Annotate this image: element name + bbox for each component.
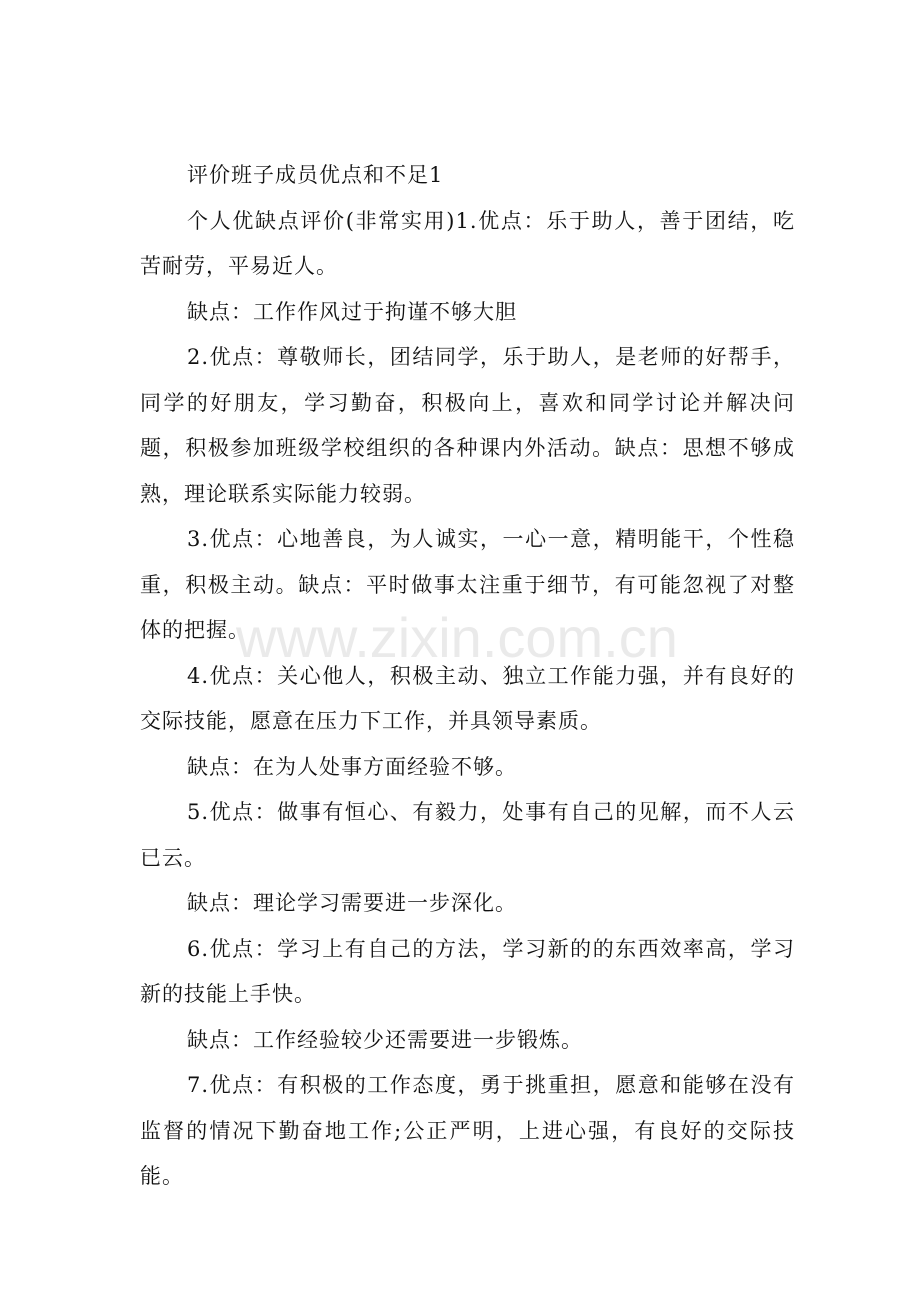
paragraph-10: 缺点：工作经验较少还需要进一步锻炼。	[187, 1027, 583, 1052]
paragraph-9: 6.优点：学习上有自己的方法，学习新的的东西效率高，学习新的技能上手快。	[140, 936, 795, 1006]
paragraph-2: 缺点：工作作风过于拘谨不够大胆	[187, 299, 517, 324]
paragraph-11: 7.优点：有积极的工作态度，勇于挑重担，愿意和能够在没有监督的情况下勤奋地工作;公正严明，上进心强，有良好的交际技能。	[140, 1073, 795, 1188]
paragraph-5: 4.优点：关心他人，积极主动、独立工作能力强，并有良好的交际技能，愿意在压力下工作，并具领导素质。	[140, 663, 795, 733]
document-title: 评价班子成员优点和不足1	[187, 163, 444, 187]
paragraph-8: 缺点：理论学习需要进一步深化。	[187, 891, 517, 915]
paragraph-1: 个人优缺点评价(非常实用)1.优点：乐于助人，善于团结，吃苦耐劳，平易近人。	[140, 208, 795, 278]
watermark-text: www.zixin.com.cn	[236, 606, 678, 669]
document-body	[140, 153, 795, 1200]
paragraph-6: 缺点：在为人处事方面经验不够。	[187, 754, 517, 779]
paragraph-3: 2.优点：尊敬师长，团结同学，乐于助人，是老师的好帮手，同学的好朋友，学习勤奋，积极向上，喜欢和同学讨论并解决问题，积极参加班级学校组织的各种课内外活动。缺点：思想不够成熟，理论联系实际能力较弱。	[140, 345, 795, 506]
paragraph-7: 5.优点：做事有恒心、有毅力，处事有自己的见解，而不人云已云。	[140, 800, 795, 870]
paragraph-4: 3.优点：心地善良，为人诚实，一心一意，精明能干，个性稳重，积极主动。缺点：平时做事太注重于细节，有可能忽视了对整体的把握。	[140, 527, 795, 642]
